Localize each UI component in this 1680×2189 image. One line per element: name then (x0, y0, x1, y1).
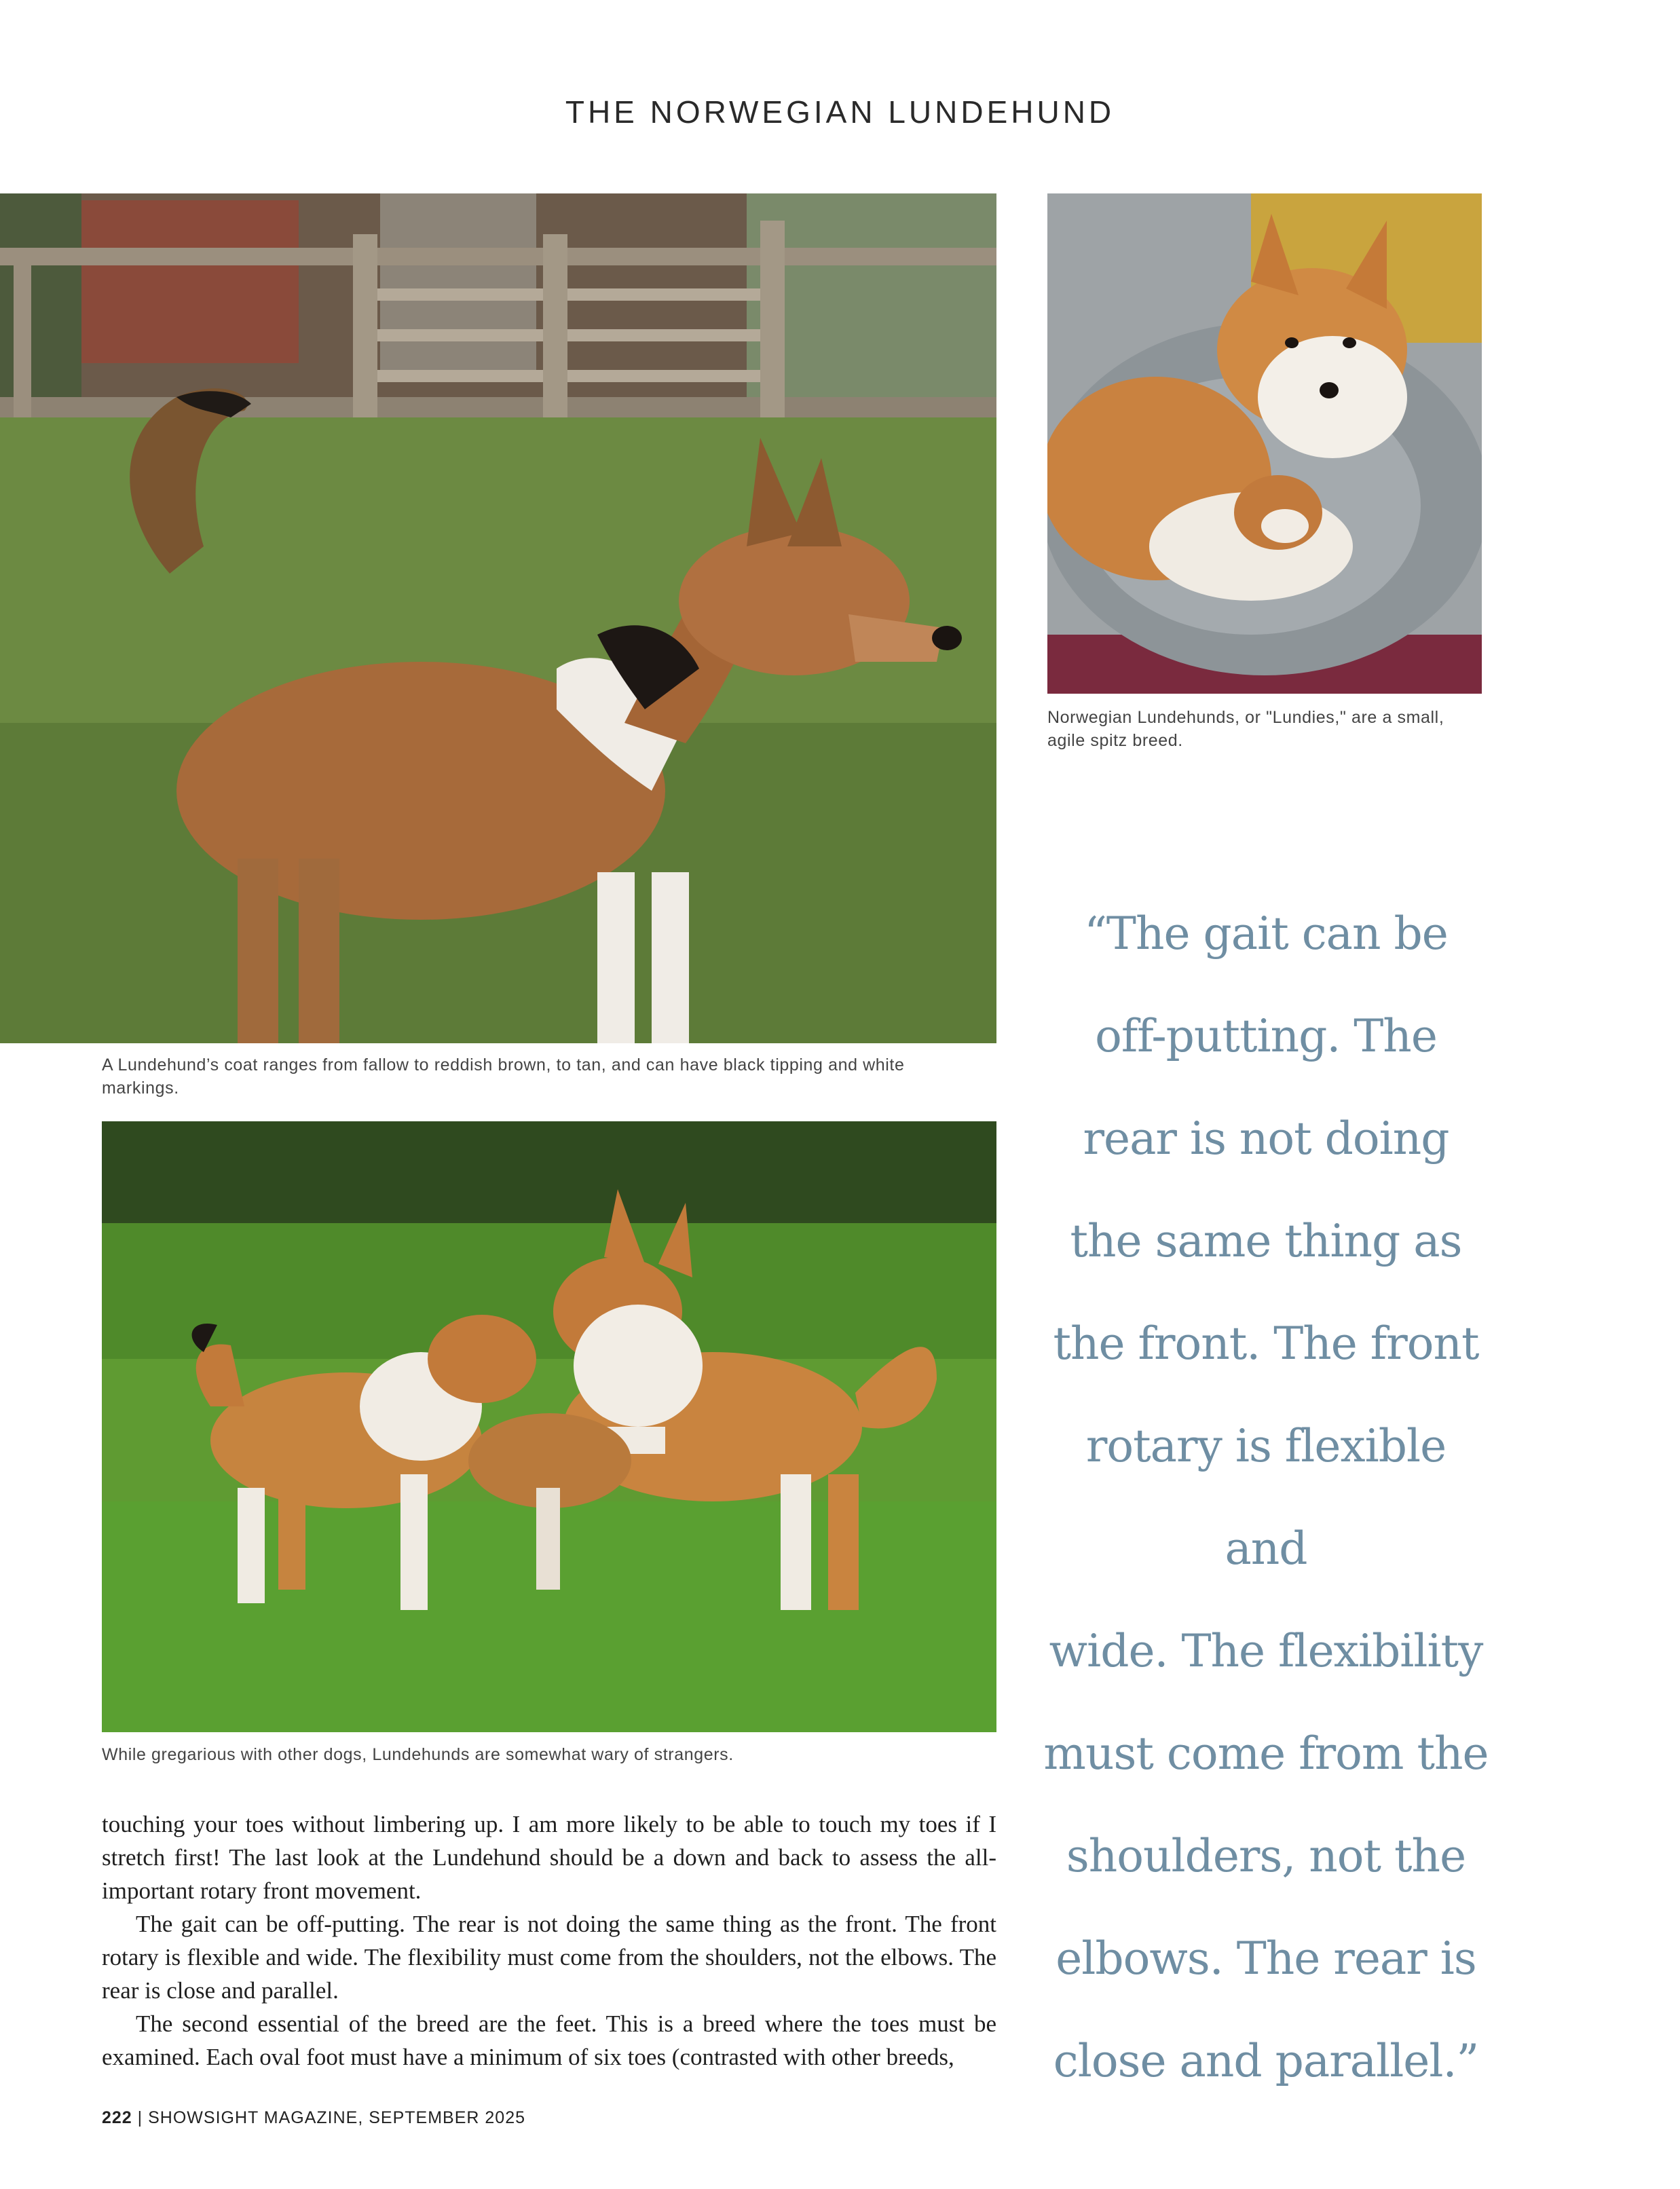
body-paragraph: touching your toes without limbering up. I am more likely to be able to touch my toes if I stretch first! The last look at the Lundehund should be a down and back to assess the all-important rotary front movement. (102, 1811, 996, 1904)
publication-name: SHOWSIGHT MAGAZINE, SEPTEMBER 2025 (148, 2108, 525, 2127)
pull-quote-line: wide. The flexibility (1049, 1625, 1483, 1677)
pull-quote-line: must come from the (1043, 1727, 1489, 1780)
caption-standing-lundehund: A Lundehund’s coat ranges from fallow to reddish brown, to tan, and can have black tipping and white markings. (102, 1055, 905, 1098)
pull-quote-line: the front. The front (1053, 1317, 1479, 1370)
page-footer (102, 2108, 525, 2128)
photo-standing-lundehund-art (0, 193, 996, 1043)
photo-mother-and-puppy-art (1047, 193, 1482, 694)
photo-dogs-playing (102, 1121, 996, 1732)
running-title: THE NORWEGIAN LUNDEHUND (565, 94, 1115, 130)
pull-quote-line: elbows. The rear is (1056, 1932, 1476, 1985)
pull-quote-line: “The gait can be (1084, 908, 1448, 960)
pull-quote-line: off-putting. The (1095, 1010, 1437, 1062)
article-body (102, 1808, 996, 2074)
pull-quote (1039, 882, 1493, 2112)
body-paragraph: The second essential of the breed are the feet. This is a breed where the toes must be examined. Each oval foot must have a minimum of six toes (contrasted with other breeds, (102, 2010, 996, 2070)
photo-standing-lundehund (0, 193, 996, 1043)
photo-mother-and-puppy (1047, 193, 1482, 694)
pull-quote-line: shoulders, not the (1066, 1830, 1466, 1882)
body-paragraph: The gait can be off-putting. The rear is not doing the same thing as the front. The front rotary is flexible and wide. The flexibility must come from the shoulders, not the elbows. The rear is close and parallel. (102, 1911, 996, 2004)
page-number: 222 (102, 2108, 132, 2127)
pull-quote-line: close and parallel.” (1053, 2035, 1479, 2087)
photo-dogs-playing-art (102, 1121, 996, 1732)
pull-quote-line: rear is not doing (1083, 1112, 1449, 1165)
pull-quote-line: the same thing as (1070, 1215, 1462, 1267)
caption-dogs-playing: While gregarious with other dogs, Lundehunds are somewhat wary of strangers. (102, 1745, 734, 1764)
pull-quote-line: rotary is flexible and (1085, 1420, 1446, 1575)
caption-mother-and-puppy: Norwegian Lundehunds, or "Lundies," are a small, agile spitz breed. (1047, 708, 1444, 750)
footer-separator: | (137, 2108, 143, 2127)
